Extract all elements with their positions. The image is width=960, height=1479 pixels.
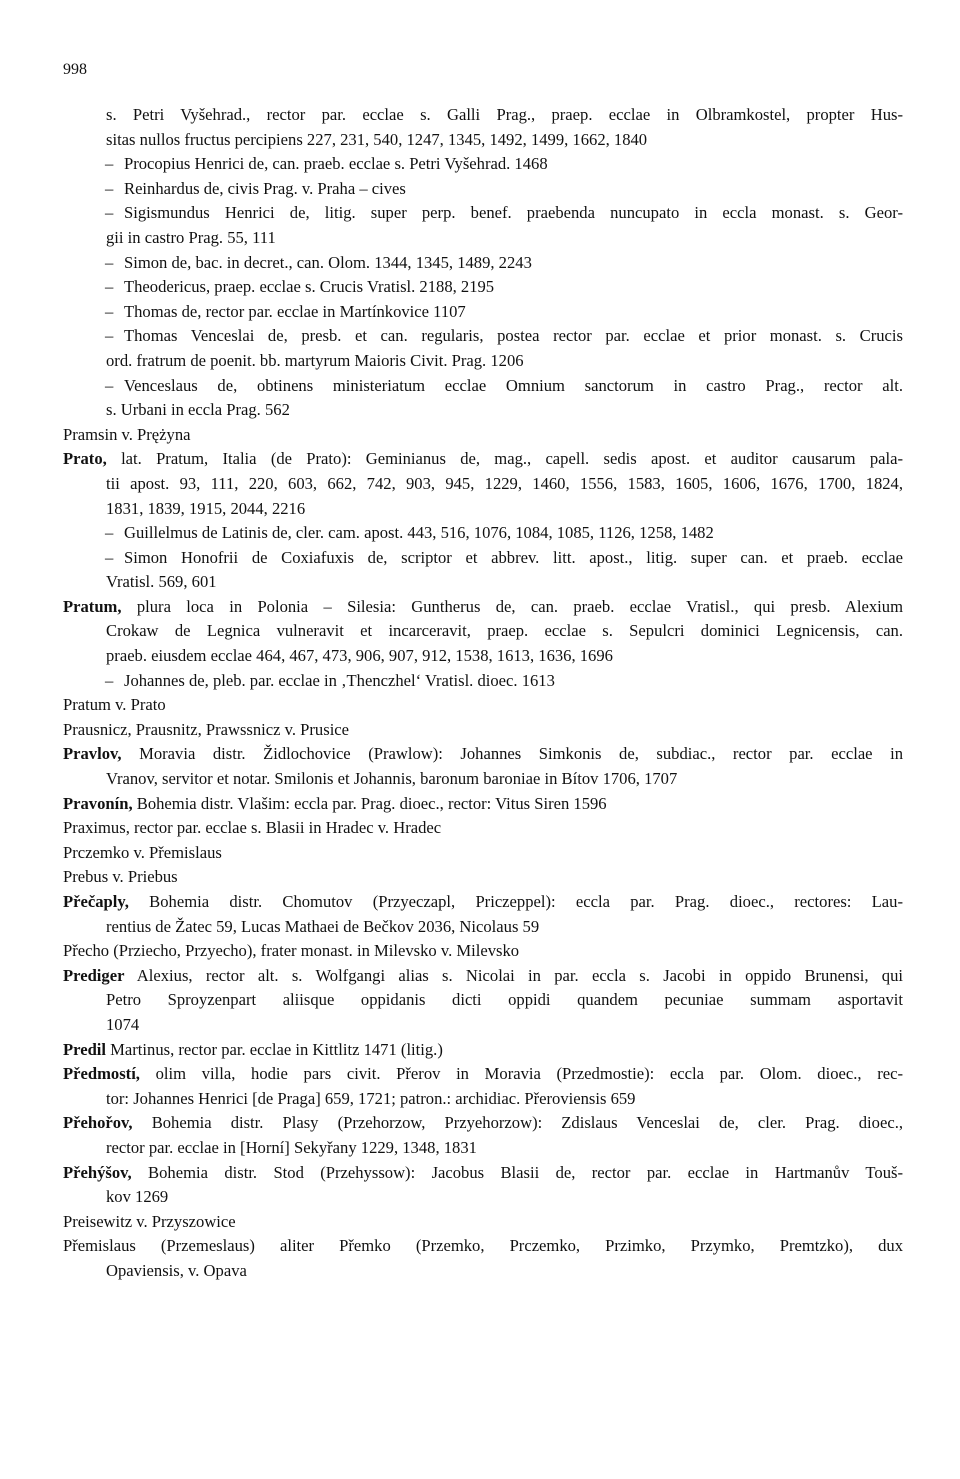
entry-text: Moravia distr. Židlochovice (Prawlow): Johannes Simkonis de, subdiac., rector par. ecclae in xyxy=(121,744,903,764)
index-entry xyxy=(63,1111,903,1136)
index-entries xyxy=(63,103,903,1284)
entry-text: Crokaw de Legnica vulneravit et incarceravit, praep. ecclae s. Sepulcri dominici Legnicensis, can. xyxy=(106,621,903,641)
headword: Pravlov, xyxy=(63,744,122,764)
index-continuation xyxy=(63,398,903,423)
index-continuation xyxy=(63,497,903,522)
entry-text: Preisewitz v. Przyszowice xyxy=(63,1211,236,1231)
entry-text: Guillelmus de Latinis de, cler. cam. apost. 443, 516, 1076, 1084, 1085, 1126, 1258, 1482 xyxy=(124,523,714,543)
index-entry xyxy=(63,890,903,915)
index-subentry xyxy=(63,300,903,325)
index-continuation xyxy=(63,349,903,374)
headword: Pravonín, xyxy=(63,793,133,813)
entry-text: Johannes de, pleb. par. ecclae in ‚Thenczhel‘ Vratisl. dioec. 1613 xyxy=(124,670,555,690)
subentry-dash: – xyxy=(105,178,114,198)
headword: Prato, xyxy=(63,449,107,469)
subentry-dash: – xyxy=(105,326,114,346)
entry-text: lat. Pratum, Italia (de Prato): Geminianus de, mag., capell. sedis apost. et auditor causarum pala- xyxy=(106,449,903,469)
index-entry xyxy=(63,447,903,472)
index-entry xyxy=(63,742,903,767)
index-subentry xyxy=(63,521,903,546)
entry-text: Pratum v. Prato xyxy=(63,695,166,715)
index-entry xyxy=(63,1062,903,1087)
index-continuation xyxy=(63,1185,903,1210)
index-entry xyxy=(63,693,903,718)
index-subentry xyxy=(63,201,903,226)
subentry-dash: – xyxy=(105,252,114,272)
index-continuation xyxy=(63,226,903,251)
entry-text: Vranov, servitor et notar. Smilonis et Johannis, baronum baroniae in Bítov 1706, 1707 xyxy=(106,769,678,789)
entry-text: Theodericus, praep. ecclae s. Crucis Vratisl. 2188, 2195 xyxy=(124,277,495,297)
entry-text: Přemislaus (Przemeslaus) aliter Přemko (Przemko, Prczemko, Przimko, Przymko, Premtzko), dux xyxy=(63,1236,903,1256)
entry-text: ord. fratrum de poenit. bb. martyrum Maioris Civit. Prag. 1206 xyxy=(106,350,524,370)
subentry-dash: – xyxy=(105,277,114,297)
index-continuation xyxy=(63,472,903,497)
headword: Přečaply, xyxy=(63,892,129,911)
entry-text: Opaviensis, v. Opava xyxy=(106,1260,247,1280)
subentry-dash: – xyxy=(105,154,114,174)
entry-text: Thomas de, rector par. ecclae in Martínkovice 1107 xyxy=(124,301,466,321)
entry-text: Bohemia distr. Plasy (Przehorzow, Przyehorzow): Zdislaus Venceslai de, cler. Prag. dioec., xyxy=(132,1113,903,1133)
headword: Přehýšov, xyxy=(63,1162,132,1182)
entry-text: s. Petri Vyšehrad., rector par. ecclae s. Galli Prag., praep. ecclae in Olbramkostel, propter Hus- xyxy=(106,105,903,124)
entry-text: rentius de Žatec 59, Lucas Mathaei de Bečkov 2036, Nicolaus 59 xyxy=(106,916,540,936)
subentry-dash: – xyxy=(105,670,114,690)
index-entry xyxy=(63,1210,903,1235)
headword: Přehořov, xyxy=(63,1113,133,1133)
index-entry xyxy=(63,865,903,890)
entry-text: Reinhardus de, civis Prag. v. Praha – cives xyxy=(124,178,406,198)
index-entry xyxy=(63,595,903,620)
entry-text: Vratisl. 569, 601 xyxy=(106,572,217,592)
index-continuation xyxy=(63,767,903,792)
entry-text: 1831, 1839, 1915, 2044, 2216 xyxy=(106,498,306,518)
index-subentry xyxy=(63,374,903,399)
index-entry xyxy=(63,816,903,841)
index-entry xyxy=(63,939,903,964)
index-continuation xyxy=(63,619,903,644)
headword: Pratum, xyxy=(63,596,122,616)
entry-text: Sigismundus Henrici de, litig. super perp. benef. praebenda nuncupato in eccla monast. s. Geor- xyxy=(124,203,903,223)
index-entry xyxy=(63,718,903,743)
entry-text: tii apost. 93, 111, 220, 603, 662, 742, 903, 945, 1229, 1460, 1556, 1583, 1605, 1606, 1676, 1700, 1824, xyxy=(106,473,903,493)
index-continuation xyxy=(63,1136,903,1161)
subentry-dash: – xyxy=(105,301,114,321)
entry-text: s. Urbani in eccla Prag. 562 xyxy=(106,400,290,420)
index-subentry xyxy=(63,546,903,571)
entry-text: Přecho (Prziecho, Przyecho), frater monast. in Milevsko v. Milevsko xyxy=(63,941,520,961)
subentry-dash: – xyxy=(105,523,114,543)
entry-text: Martinus, rector par. ecclae in Kittlitz 1471 (litig.) xyxy=(106,1039,443,1059)
entry-text: 1074 xyxy=(106,1014,140,1034)
page-number: 998 xyxy=(63,61,87,78)
index-continuation xyxy=(63,915,903,940)
entry-text: rector par. ecclae in [Horní] Sekyřany 1229, 1348, 1831 xyxy=(106,1137,477,1157)
index-entry xyxy=(63,1234,903,1259)
index-entry xyxy=(63,964,903,989)
index-subentry xyxy=(63,669,903,694)
index-entry xyxy=(63,841,903,866)
entry-text: kov 1269 xyxy=(106,1187,169,1207)
entry-text: Bohemia distr. Chomutov (Przyeczapl, Priczeppel): eccla par. Prag. dioec., rectores: Lau- xyxy=(128,892,903,911)
entry-text: Simon Honofrii de Coxiafuxis de, scriptor et abbrev. litt. apost., litig. super can. et praeb. ecclae xyxy=(124,547,903,567)
index-entry xyxy=(63,423,903,448)
entry-text: Bohemia distr. Vlašim: eccla par. Prag. dioec., rector: Vitus Siren 1596 xyxy=(132,793,607,813)
subentry-dash: – xyxy=(105,547,114,567)
entry-text: Thomas Venceslai de, presb. et can. regularis, postea rector par. ecclae et prior monast. s. Crucis xyxy=(124,326,903,346)
index-continuation xyxy=(63,1013,903,1038)
entry-text: Bohemia distr. Stod (Przehyssow): Jacobus Blasii de, rector par. ecclae in Hartmanův Touš- xyxy=(131,1162,903,1182)
entry-text: olim villa, hodie pars civit. Přerov in Moravia (Przedmostie): eccla par. Olom. dioec., rec- xyxy=(139,1064,903,1084)
index-continuation xyxy=(63,570,903,595)
entry-text: Petro Sproyzenpart aliisque oppidanis dicti oppidi quandem pecuniae summam asportavit xyxy=(106,990,903,1010)
entry-text: Prebus v. Priebus xyxy=(63,867,178,887)
entry-text: plura loca in Polonia – Silesia: Guntherus de, can. praeb. ecclae Vratisl., qui presb. Alexium xyxy=(121,596,903,616)
entry-text: Simon de, bac. in decret., can. Olom. 1344, 1345, 1489, 2243 xyxy=(124,252,532,272)
index-subentry xyxy=(63,152,903,177)
index-continuation xyxy=(63,988,903,1013)
index-subentry xyxy=(63,251,903,276)
index-entry xyxy=(63,792,903,817)
index-continuation xyxy=(63,103,903,128)
headword: Předmostí, xyxy=(63,1064,140,1084)
index-subentry xyxy=(63,177,903,202)
index-subentry xyxy=(63,324,903,349)
entry-text: Pramsin v. Prężyna xyxy=(63,424,191,444)
entry-text: Venceslaus de, obtinens ministeriatum ecclae Omnium sanctorum in castro Prag., rector alt. xyxy=(124,375,903,395)
entry-text: Procopius Henrici de, can. praeb. ecclae s. Petri Vyšehrad. 1468 xyxy=(124,154,548,174)
headword: Prediger xyxy=(63,965,125,985)
entry-text: Praximus, rector par. ecclae s. Blasii in Hradec v. Hradec xyxy=(63,818,442,838)
index-subentry xyxy=(63,275,903,300)
index-continuation xyxy=(63,644,903,669)
entry-text: Prausnicz, Prausnitz, Prawssnicz v. Prusice xyxy=(63,719,350,739)
entry-text: Prczemko v. Přemislaus xyxy=(63,842,222,862)
subentry-dash: – xyxy=(105,375,114,395)
entry-text: sitas nullos fructus percipiens 227, 231, 540, 1247, 1345, 1492, 1499, 1662, 1840 xyxy=(106,129,648,149)
entry-text: praeb. eiusdem ecclae 464, 467, 473, 906, 907, 912, 1538, 1613, 1636, 1696 xyxy=(106,646,613,666)
index-entry xyxy=(63,1038,903,1063)
headword: Predil xyxy=(63,1039,107,1059)
subentry-dash: – xyxy=(105,203,114,223)
entry-text: Alexius, rector alt. s. Wolfgangi alias s. Nicolai in par. eccla s. Jacobi in oppido Brunensi, qui xyxy=(124,965,903,985)
entry-text: gii in castro Prag. 55, 111 xyxy=(106,227,276,247)
index-continuation xyxy=(63,1259,903,1284)
entry-text: tor: Johannes Henrici [de Praga] 659, 1721; patron.: archidiac. Přeroviensis 659 xyxy=(106,1088,636,1108)
index-continuation xyxy=(63,1087,903,1112)
index-continuation xyxy=(63,128,903,153)
index-entry xyxy=(63,1161,903,1186)
